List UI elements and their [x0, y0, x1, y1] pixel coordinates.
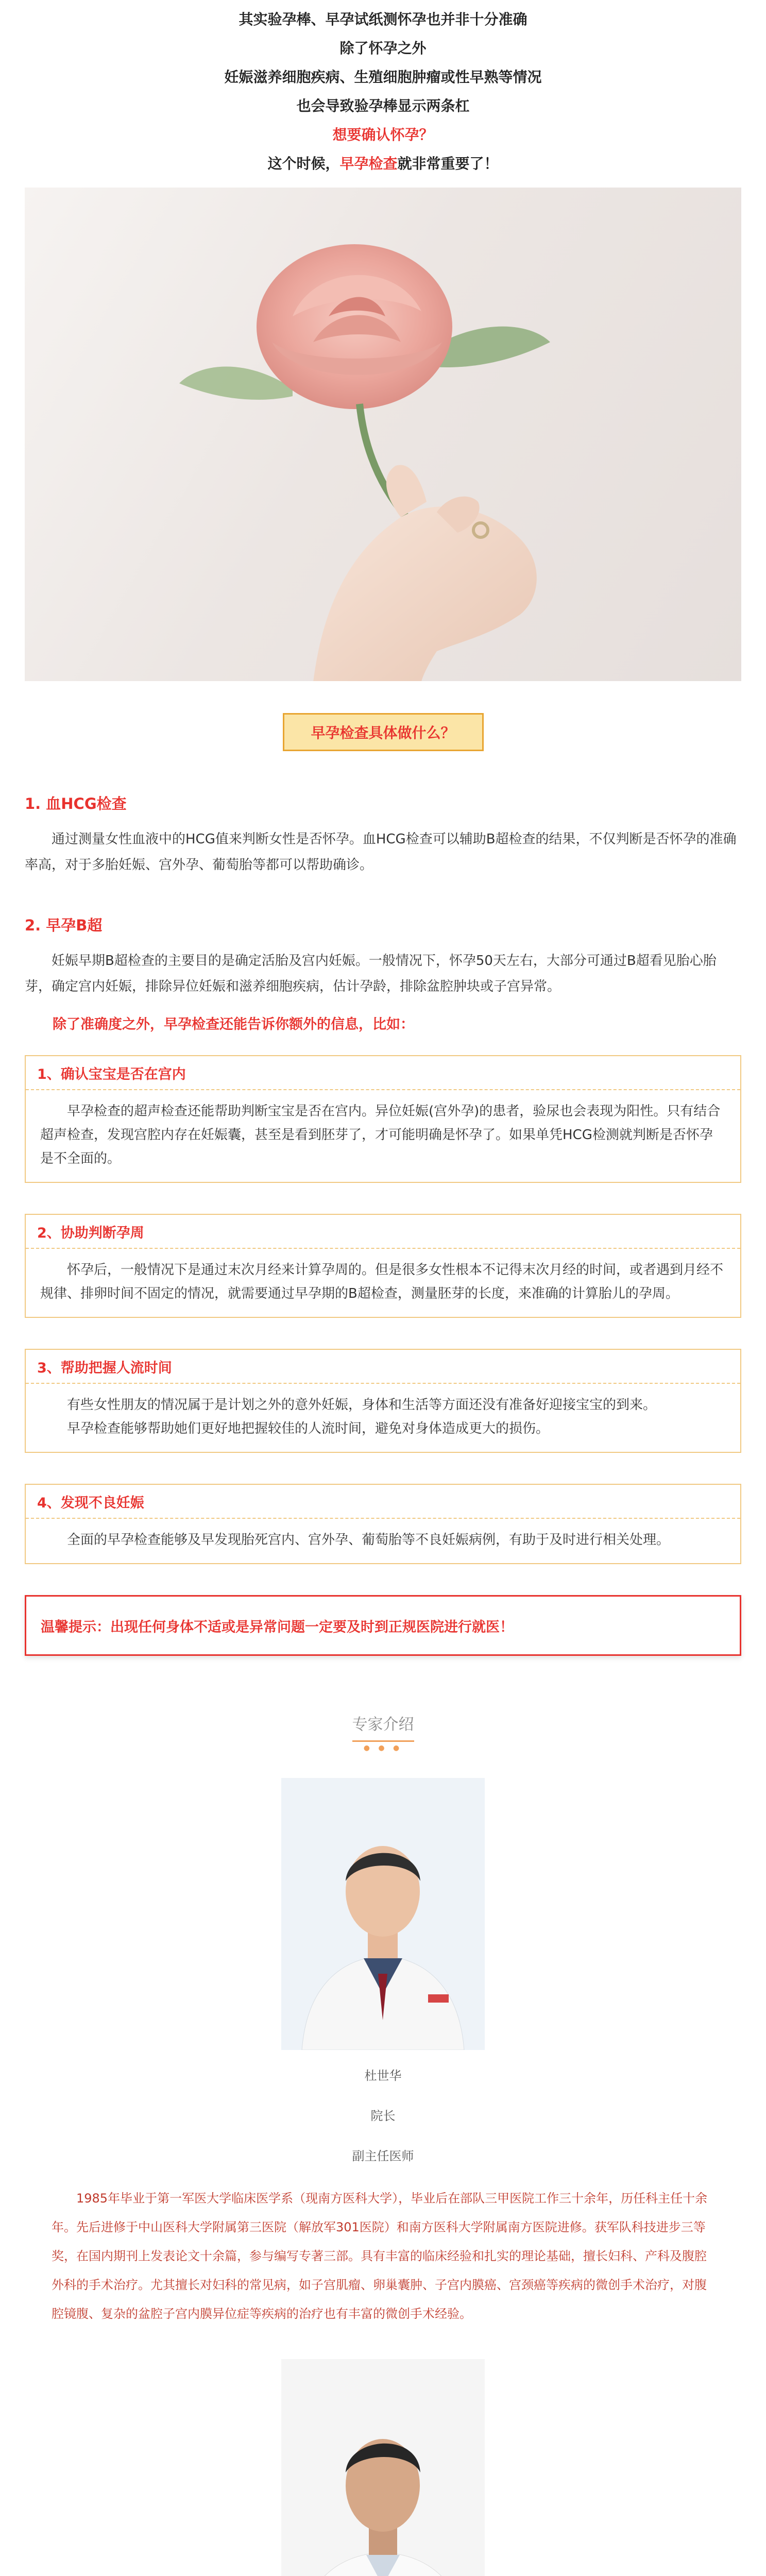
red-note: 除了准确度之外，早孕检查还能告诉你额外的信息，比如：: [53, 1016, 414, 1032]
expert-bio: 1985年毕业于第一军医大学临床医学系（现南方医科大学），毕业后在部队三甲医院工作三十余年，历任科主任十余年。先后进修于中山医科大学附属第三医院（解放军301医院）和南方医科大学附属南方医院进修。获军队科技进步三等奖，在国内期刊上发表论文十余篇，参与编写专著三部。具有丰富的临床经验和扎实的理论基础，擅长妇科、产科及腹腔外科的手术治疗。尤其擅长对妇科的常见病，如子宫肌瘤、卵巢囊肿、子宫内膜癌、宫颈癌等疾病的微创手术治疗，对腹腔镜腹、复杂的盆腔子宫内膜异位症等疾病的治疗也有丰富的微创手术经验。: [52, 2191, 708, 2321]
info-box-text: 有些女性朋友的情况属于是计划之外的意外妊娠，身体和生活等方面还没有准备好迎接宝宝的到来。: [67, 1397, 657, 1413]
info-box-2: [25, 1214, 741, 1318]
intro-line: 妊娠滋养细胞疾病、生殖细胞肿瘤或性早熟等情况: [224, 69, 542, 86]
hero-image-rose: [25, 188, 741, 681]
intro-line-emphasis: [0, 149, 766, 178]
info-box-body: [26, 1384, 740, 1452]
info-box-heading: [26, 1485, 740, 1519]
info-box-title: 2、协助判断孕周: [37, 1225, 144, 1241]
info-box-4: [25, 1484, 741, 1564]
expert-role: 院长: [370, 2109, 396, 2123]
intro-highlight: 早孕检查: [339, 155, 398, 172]
info-box-heading: [26, 1215, 740, 1249]
intro-line: 也会导致验孕棒显示两条杠: [296, 97, 470, 114]
info-box-heading: [26, 1056, 740, 1090]
expert-photo: [281, 2359, 485, 2576]
warning-notice: [25, 1595, 741, 1656]
info-box-body: [26, 1090, 740, 1182]
section1-heading: 1. 血HCG检查: [25, 795, 127, 812]
intro-line: 其实验孕棒、早孕试纸测怀孕也并非十分准确: [239, 11, 527, 28]
heading-dots: ● ● ●: [363, 1744, 403, 1752]
info-box-1: [25, 1055, 741, 1183]
info-box-title: 1、确认宝宝是否在宫内: [37, 1066, 186, 1082]
doctor-portrait-icon: [281, 2359, 485, 2576]
expert-card: [0, 2359, 766, 2576]
expert-card: [0, 1778, 766, 2328]
heading-underline: [352, 1740, 414, 1742]
intro-block: [0, 0, 766, 178]
warning-text: 温馨提示：出现任何身体不适或是异常问题一定要及时到正规医院进行就医！: [41, 1619, 514, 1635]
intro-post: 就非常重要了！: [397, 155, 499, 172]
info-box-text: 怀孕后，一般情况下是通过末次月经来计算孕周的。但是很多女性根本不记得末次月经的时间，或者遇到月经不规律、排卵时间不固定的情况，就需要通过早孕期的B超检查，测量胚芽的长度，来准确的计算胎儿的孕周。: [40, 1262, 724, 1301]
expert-photo: [281, 1778, 485, 2050]
info-box-heading: [26, 1350, 740, 1384]
info-box-3: [25, 1349, 741, 1453]
info-box-body: [26, 1249, 740, 1317]
info-box-title: 4、发现不良妊娠: [37, 1495, 144, 1511]
info-box-text: 早孕检查能够帮助她们更好地把握较佳的人流时间，避免对身体造成更大的损伤。: [67, 1421, 550, 1436]
intro-question: 想要确认怀孕？: [332, 126, 434, 143]
rose-hand-illustration: [25, 188, 741, 681]
info-box-title: 3、帮助把握人流时间: [37, 1360, 172, 1376]
doctor-portrait-icon: [281, 1778, 485, 2050]
info-box-text: 早孕检查的超声检查还能帮助判断宝宝是否在宫内。异位妊娠(宫外孕)的患者，验尿也会表现为阳性。只有结合超声检查，发现宫腔内存在妊娠囊，甚至是看到胚芽了，才可能明确是怀孕了。如果单凭HCG检测就判断是否怀孕是不全面的。: [40, 1104, 721, 1166]
section-title: 早孕检查具体做什么？: [311, 724, 455, 741]
intro-line: 除了怀孕之外: [339, 40, 427, 57]
info-box-text: 全面的早孕检查能够及早发现胎死宫内、宫外孕、葡萄胎等不良妊娠病例，有助于及时进行相关处理。: [67, 1532, 670, 1548]
expert-name: 杜世华: [364, 2069, 402, 2083]
section2-text: 妊娠早期B超检查的主要目的是确定活胎及宫内妊娠。一般情况下，怀孕50天左右，大部分可通过B超看见胎心胎芽，确定宫内妊娠，排除异位妊娠和滋养细胞疾病，估计孕龄，排除盆腔肿块或子宫异常。: [25, 953, 717, 994]
expert-title: 副主任医师: [352, 2149, 414, 2163]
info-box-body: [26, 1519, 740, 1563]
intro-pre: 这个时候，: [267, 155, 340, 172]
experts-heading: 专家介绍: [352, 1716, 414, 1734]
section2-heading: 2. 早孕B超: [25, 917, 103, 934]
section-title-bar: [283, 713, 484, 751]
section1-text: 通过测量女性血液中的HCG值来判断女性是否怀孕。血HCG检查可以辅助B超检查的结果，不仅判断是否怀孕的准确率高，对于多胎妊娠、宫外孕、葡萄胎等都可以帮助确诊。: [25, 832, 737, 873]
